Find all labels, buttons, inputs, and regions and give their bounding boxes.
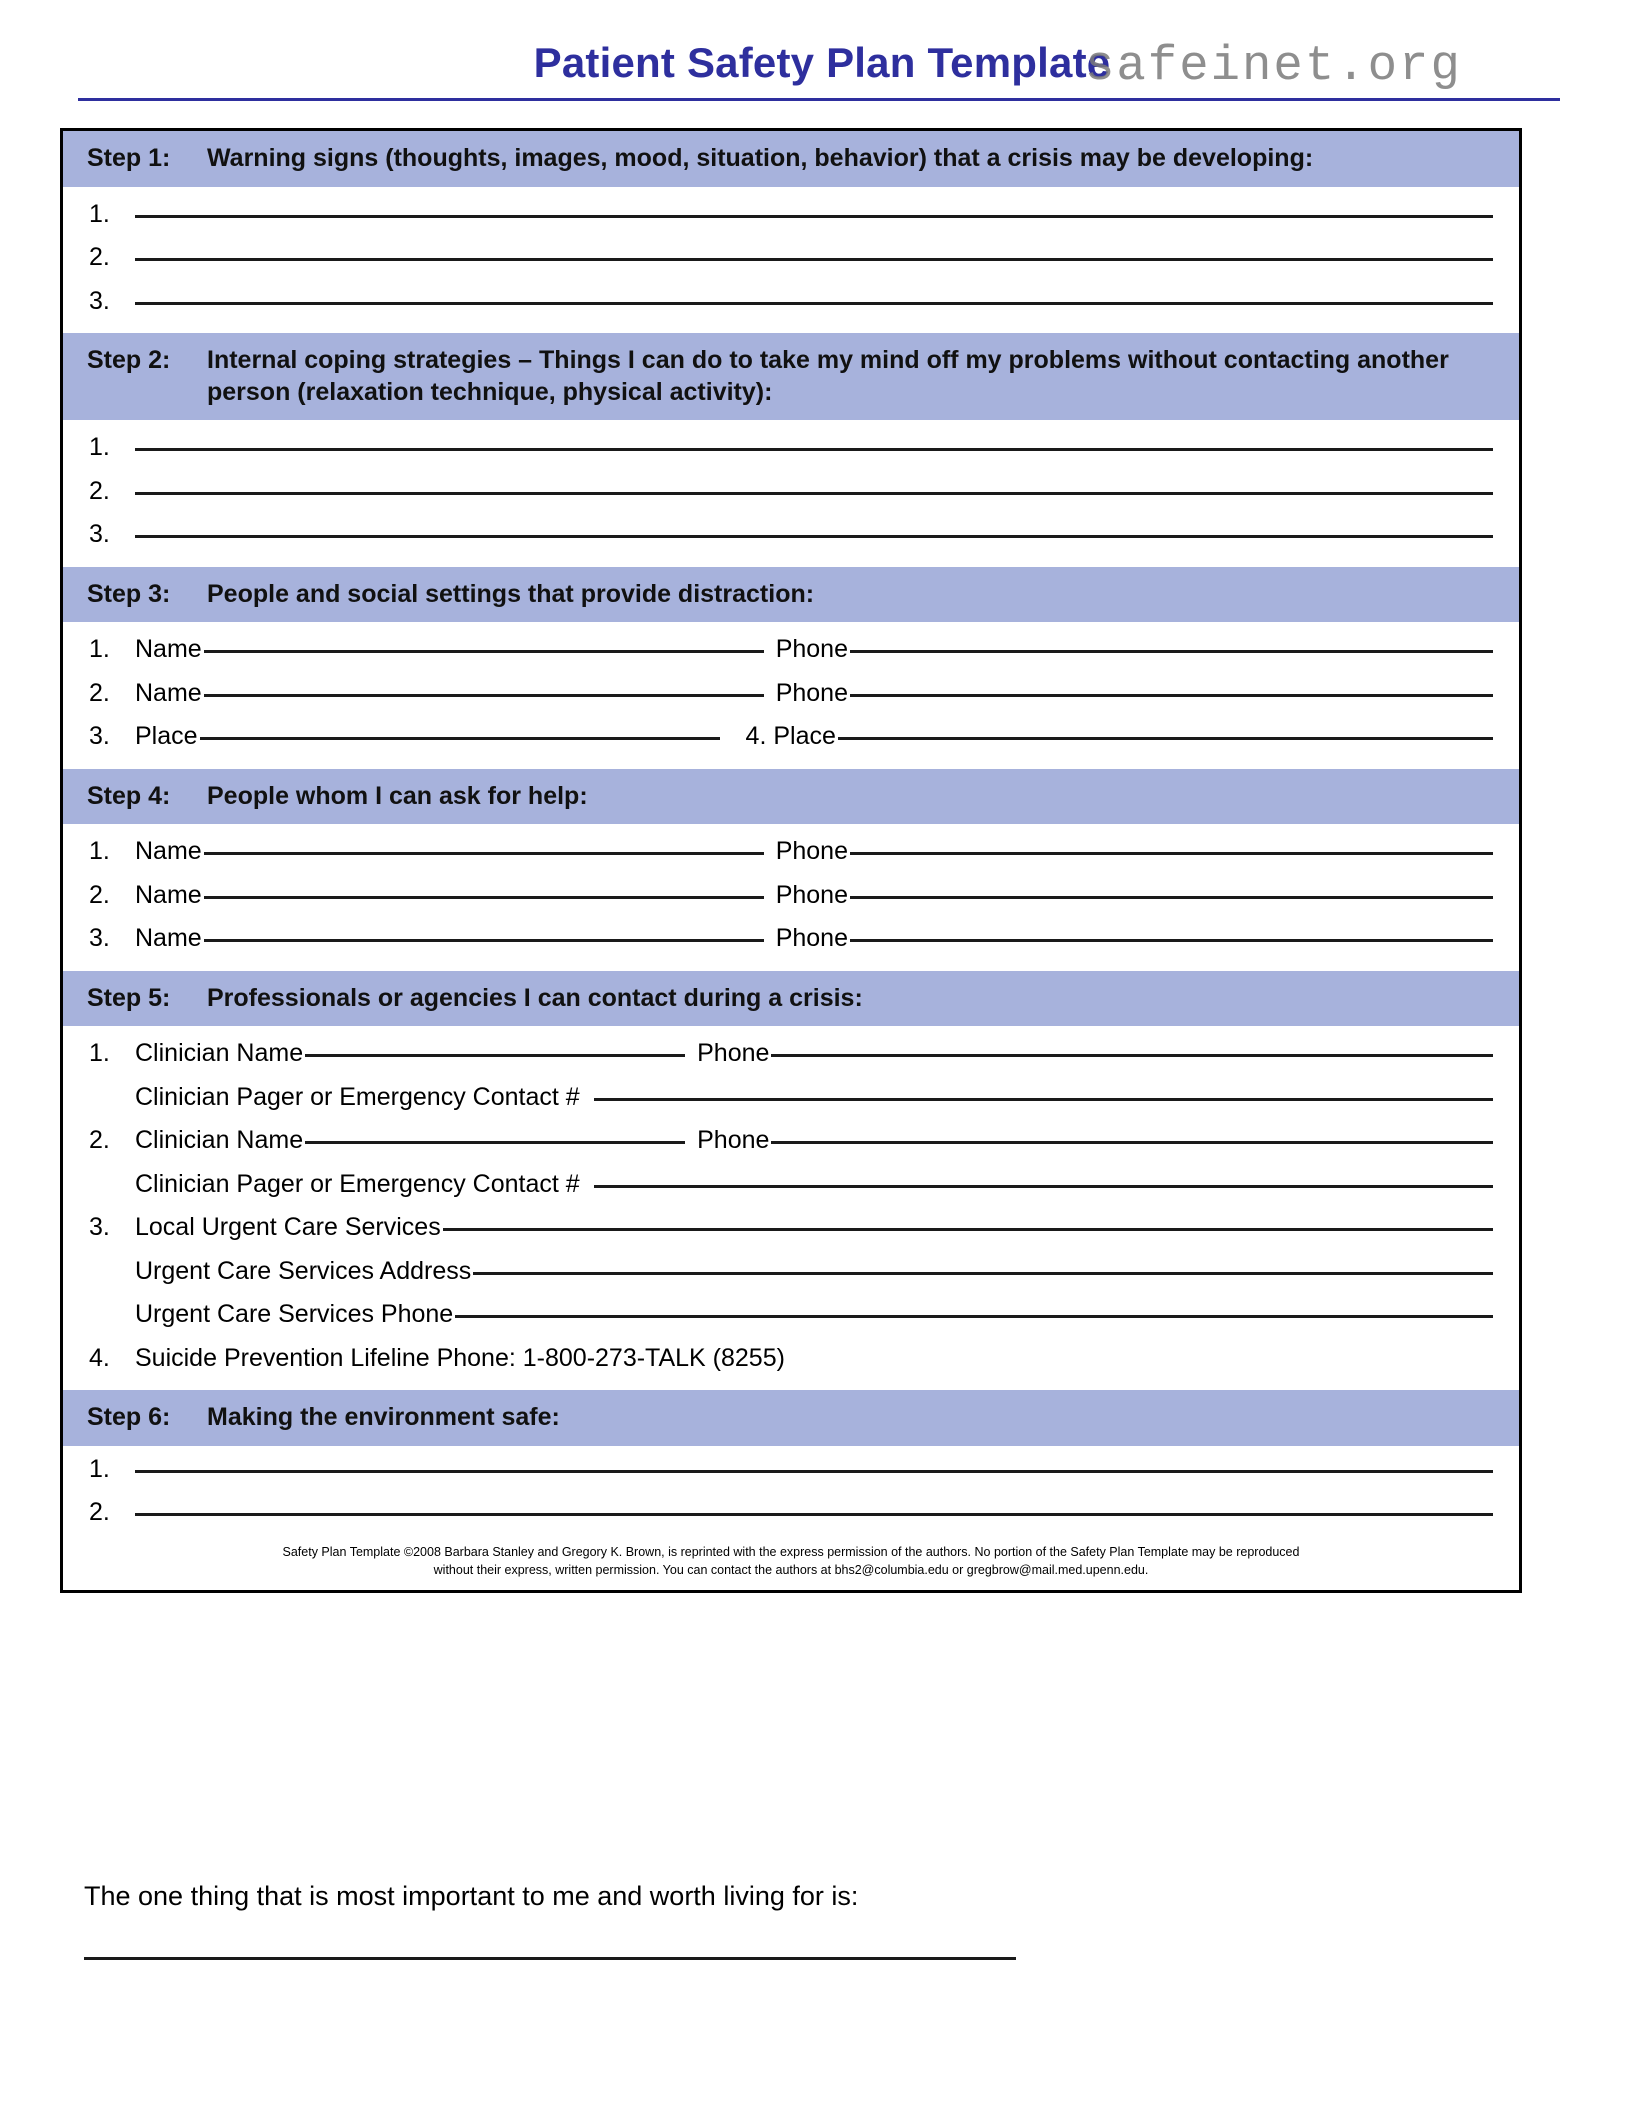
step-4-header [63, 769, 1519, 825]
step-3-name-input-1[interactable] [204, 649, 764, 653]
urgent-care-address-label: Urgent Care Services Address [135, 1256, 472, 1285]
step-6-row-1 [89, 1456, 1493, 1484]
step-4-label: Step 4: [87, 781, 171, 810]
step-5-row-4 [89, 1171, 1493, 1199]
row-number: 3. [89, 520, 110, 548]
phone-label: Phone [697, 1126, 770, 1154]
step-3-phone-input-2[interactable] [850, 693, 1493, 697]
step-6-label: Step 6: [87, 1403, 171, 1431]
row-number: 3. [89, 286, 110, 315]
step-5-label: Step 5: [87, 983, 171, 1012]
step-4-phone-input-2[interactable] [850, 895, 1493, 899]
document-header [0, 0, 1644, 108]
step-5-header [63, 971, 1519, 1027]
step-5-pager-input-1[interactable] [594, 1097, 1493, 1101]
step-2-body [63, 420, 1519, 567]
step-1-input-1[interactable] [135, 214, 1493, 218]
step-4-body [63, 824, 1519, 971]
row-number: 2. [89, 1498, 110, 1526]
step-1-row-2 [89, 244, 1493, 272]
step-6-title: Making the environment safe: [207, 1403, 560, 1431]
phone-label: Phone [697, 1039, 770, 1067]
closing-prompt: The one thing that is most important to me and worth living for is: [84, 1881, 859, 1911]
step-5-urgent-care-address-input[interactable] [473, 1271, 1493, 1275]
step-6-input-1[interactable] [135, 1469, 1493, 1473]
row-number: 1. [89, 199, 110, 228]
row-number: 3. [89, 924, 110, 952]
step-3-row-1 [89, 636, 1493, 664]
step-5-row-5 [89, 1214, 1493, 1242]
step-3-phone-input-1[interactable] [850, 649, 1493, 653]
name-label: Name [135, 635, 202, 663]
row-number: 1. [89, 1454, 110, 1483]
step-4-phone-input-3[interactable] [850, 938, 1493, 942]
step-1-row-1 [89, 201, 1493, 229]
row-number: 2. [89, 476, 110, 505]
phone-label: Phone [775, 837, 848, 865]
step-2-input-3[interactable] [135, 534, 1493, 538]
step-3-row-3 [89, 723, 1493, 751]
row-number: 2. [89, 243, 110, 271]
step-6-body [63, 1446, 1519, 1537]
step-1-title: Warning signs (thoughts, images, mood, situation, behavior) that a crisis may be developing: [207, 144, 1314, 172]
row-number: 2. [89, 880, 110, 909]
row-number: 4. [89, 1343, 110, 1372]
step-6-header [63, 1390, 1519, 1446]
step-5-urgent-care-input[interactable] [443, 1227, 1493, 1231]
name-label: Name [135, 837, 202, 865]
step-4-row-1 [89, 838, 1493, 866]
name-label: Name [135, 924, 202, 952]
clinician-name-label: Clinician Name [135, 1039, 304, 1067]
row-number: 3. [89, 722, 110, 750]
row-number: 1. [89, 433, 110, 461]
clinician-name-label: Clinician Name [135, 1126, 304, 1154]
step-1-body [63, 187, 1519, 334]
step-5-title: Professionals or agencies I can contact during a crisis: [207, 983, 863, 1012]
step-5-row-6 [89, 1258, 1493, 1286]
step-3-header [63, 567, 1519, 623]
step-3-row-2 [89, 680, 1493, 708]
step-2-row-2 [89, 478, 1493, 506]
place-label: Place [135, 722, 198, 750]
row-number: 1. [89, 1039, 110, 1067]
step-2-header [63, 333, 1519, 420]
step-2-row-3 [89, 521, 1493, 549]
urgent-care-phone-label: Urgent Care Services Phone [135, 1300, 454, 1328]
row-number: 3. [89, 1213, 110, 1241]
step-3-title: People and social settings that provide distraction: [207, 579, 815, 608]
step-4-title: People whom I can ask for help: [207, 781, 588, 810]
safety-plan-form [60, 128, 1522, 1593]
step-5-row-7 [89, 1301, 1493, 1329]
step-2-title: Internal coping strategies – Things I can do to take my mind off my problems without contacting another person (relaxation technique, physical activity): [207, 346, 1449, 406]
row-number: 2. [89, 678, 110, 707]
name-label: Name [135, 678, 202, 707]
lifeline-phone-text: Suicide Prevention Lifeline Phone: 1-800-273-TALK (8255) [135, 1343, 785, 1372]
step-2-label: Step 2: [87, 346, 171, 374]
closing-section [84, 1880, 1484, 1960]
step-5-phone-input-2[interactable] [771, 1140, 1493, 1144]
step-5-phone-input-1[interactable] [771, 1053, 1493, 1057]
clinician-pager-label: Clinician Pager or Emergency Contact # [135, 1169, 580, 1198]
step-5-urgent-care-phone-input[interactable] [455, 1314, 1493, 1318]
place-label-2: 4. Place [745, 722, 836, 750]
row-number: 2. [89, 1126, 110, 1154]
phone-label: Phone [775, 924, 848, 952]
step-5-body [63, 1026, 1519, 1390]
step-5-row-8 [89, 1345, 1493, 1373]
step-6-input-2[interactable] [135, 1512, 1493, 1516]
step-3-body [63, 622, 1519, 769]
step-3-place-input-1[interactable] [200, 736, 720, 740]
copyright-line-2: without their express, written permission. You can contact the authors at bhs2@columbia.edu or gregbrow@mail.med.upenn.edu. [433, 1563, 1149, 1578]
step-1-label: Step 1: [87, 144, 171, 172]
row-number: 1. [89, 837, 110, 865]
step-2-row-1 [89, 434, 1493, 462]
title-divider [78, 98, 1560, 101]
closing-input[interactable] [84, 1956, 1016, 1960]
copyright-line-1: Safety Plan Template ©2008 Barbara Stanley and Gregory K. Brown, is reprinted with the express permission of the authors. No portion of the Safety Plan Template may be reproduced [282, 1544, 1300, 1559]
step-5-row-1 [89, 1040, 1493, 1068]
step-4-phone-input-1[interactable] [850, 851, 1493, 855]
step-1-input-2[interactable] [135, 257, 1493, 261]
step-3-name-input-2[interactable] [204, 693, 764, 697]
step-4-name-input-2[interactable] [204, 895, 764, 899]
step-4-row-2 [89, 882, 1493, 910]
step-5-clinician-name-input-2[interactable] [305, 1140, 685, 1144]
row-number: 1. [89, 635, 110, 663]
step-5-row-2 [89, 1084, 1493, 1112]
step-4-name-input-1[interactable] [204, 851, 764, 855]
name-label: Name [135, 880, 202, 909]
step-1-header [63, 131, 1519, 187]
step-5-row-3 [89, 1127, 1493, 1155]
step-1-row-3 [89, 288, 1493, 316]
step-3-label: Step 3: [87, 579, 171, 608]
step-4-row-3 [89, 925, 1493, 953]
step-4-name-input-3[interactable] [204, 938, 764, 942]
urgent-care-label: Local Urgent Care Services [135, 1213, 441, 1241]
phone-label: Phone [775, 635, 848, 663]
copyright-notice [63, 1537, 1519, 1591]
step-2-input-1[interactable] [135, 447, 1493, 451]
step-5-clinician-name-input-1[interactable] [305, 1053, 685, 1057]
watermark-text: safeinet.org [1085, 38, 1462, 94]
clinician-pager-label: Clinician Pager or Emergency Contact # [135, 1082, 580, 1111]
step-6-row-2 [89, 1499, 1493, 1527]
phone-label: Phone [775, 678, 848, 707]
phone-label: Phone [775, 880, 848, 909]
step-1-input-3[interactable] [135, 301, 1493, 305]
step-2-input-2[interactable] [135, 491, 1493, 495]
page-title: Patient Safety Plan Template [533, 39, 1111, 86]
step-3-place-input-2[interactable] [838, 736, 1493, 740]
step-5-pager-input-2[interactable] [594, 1184, 1493, 1188]
